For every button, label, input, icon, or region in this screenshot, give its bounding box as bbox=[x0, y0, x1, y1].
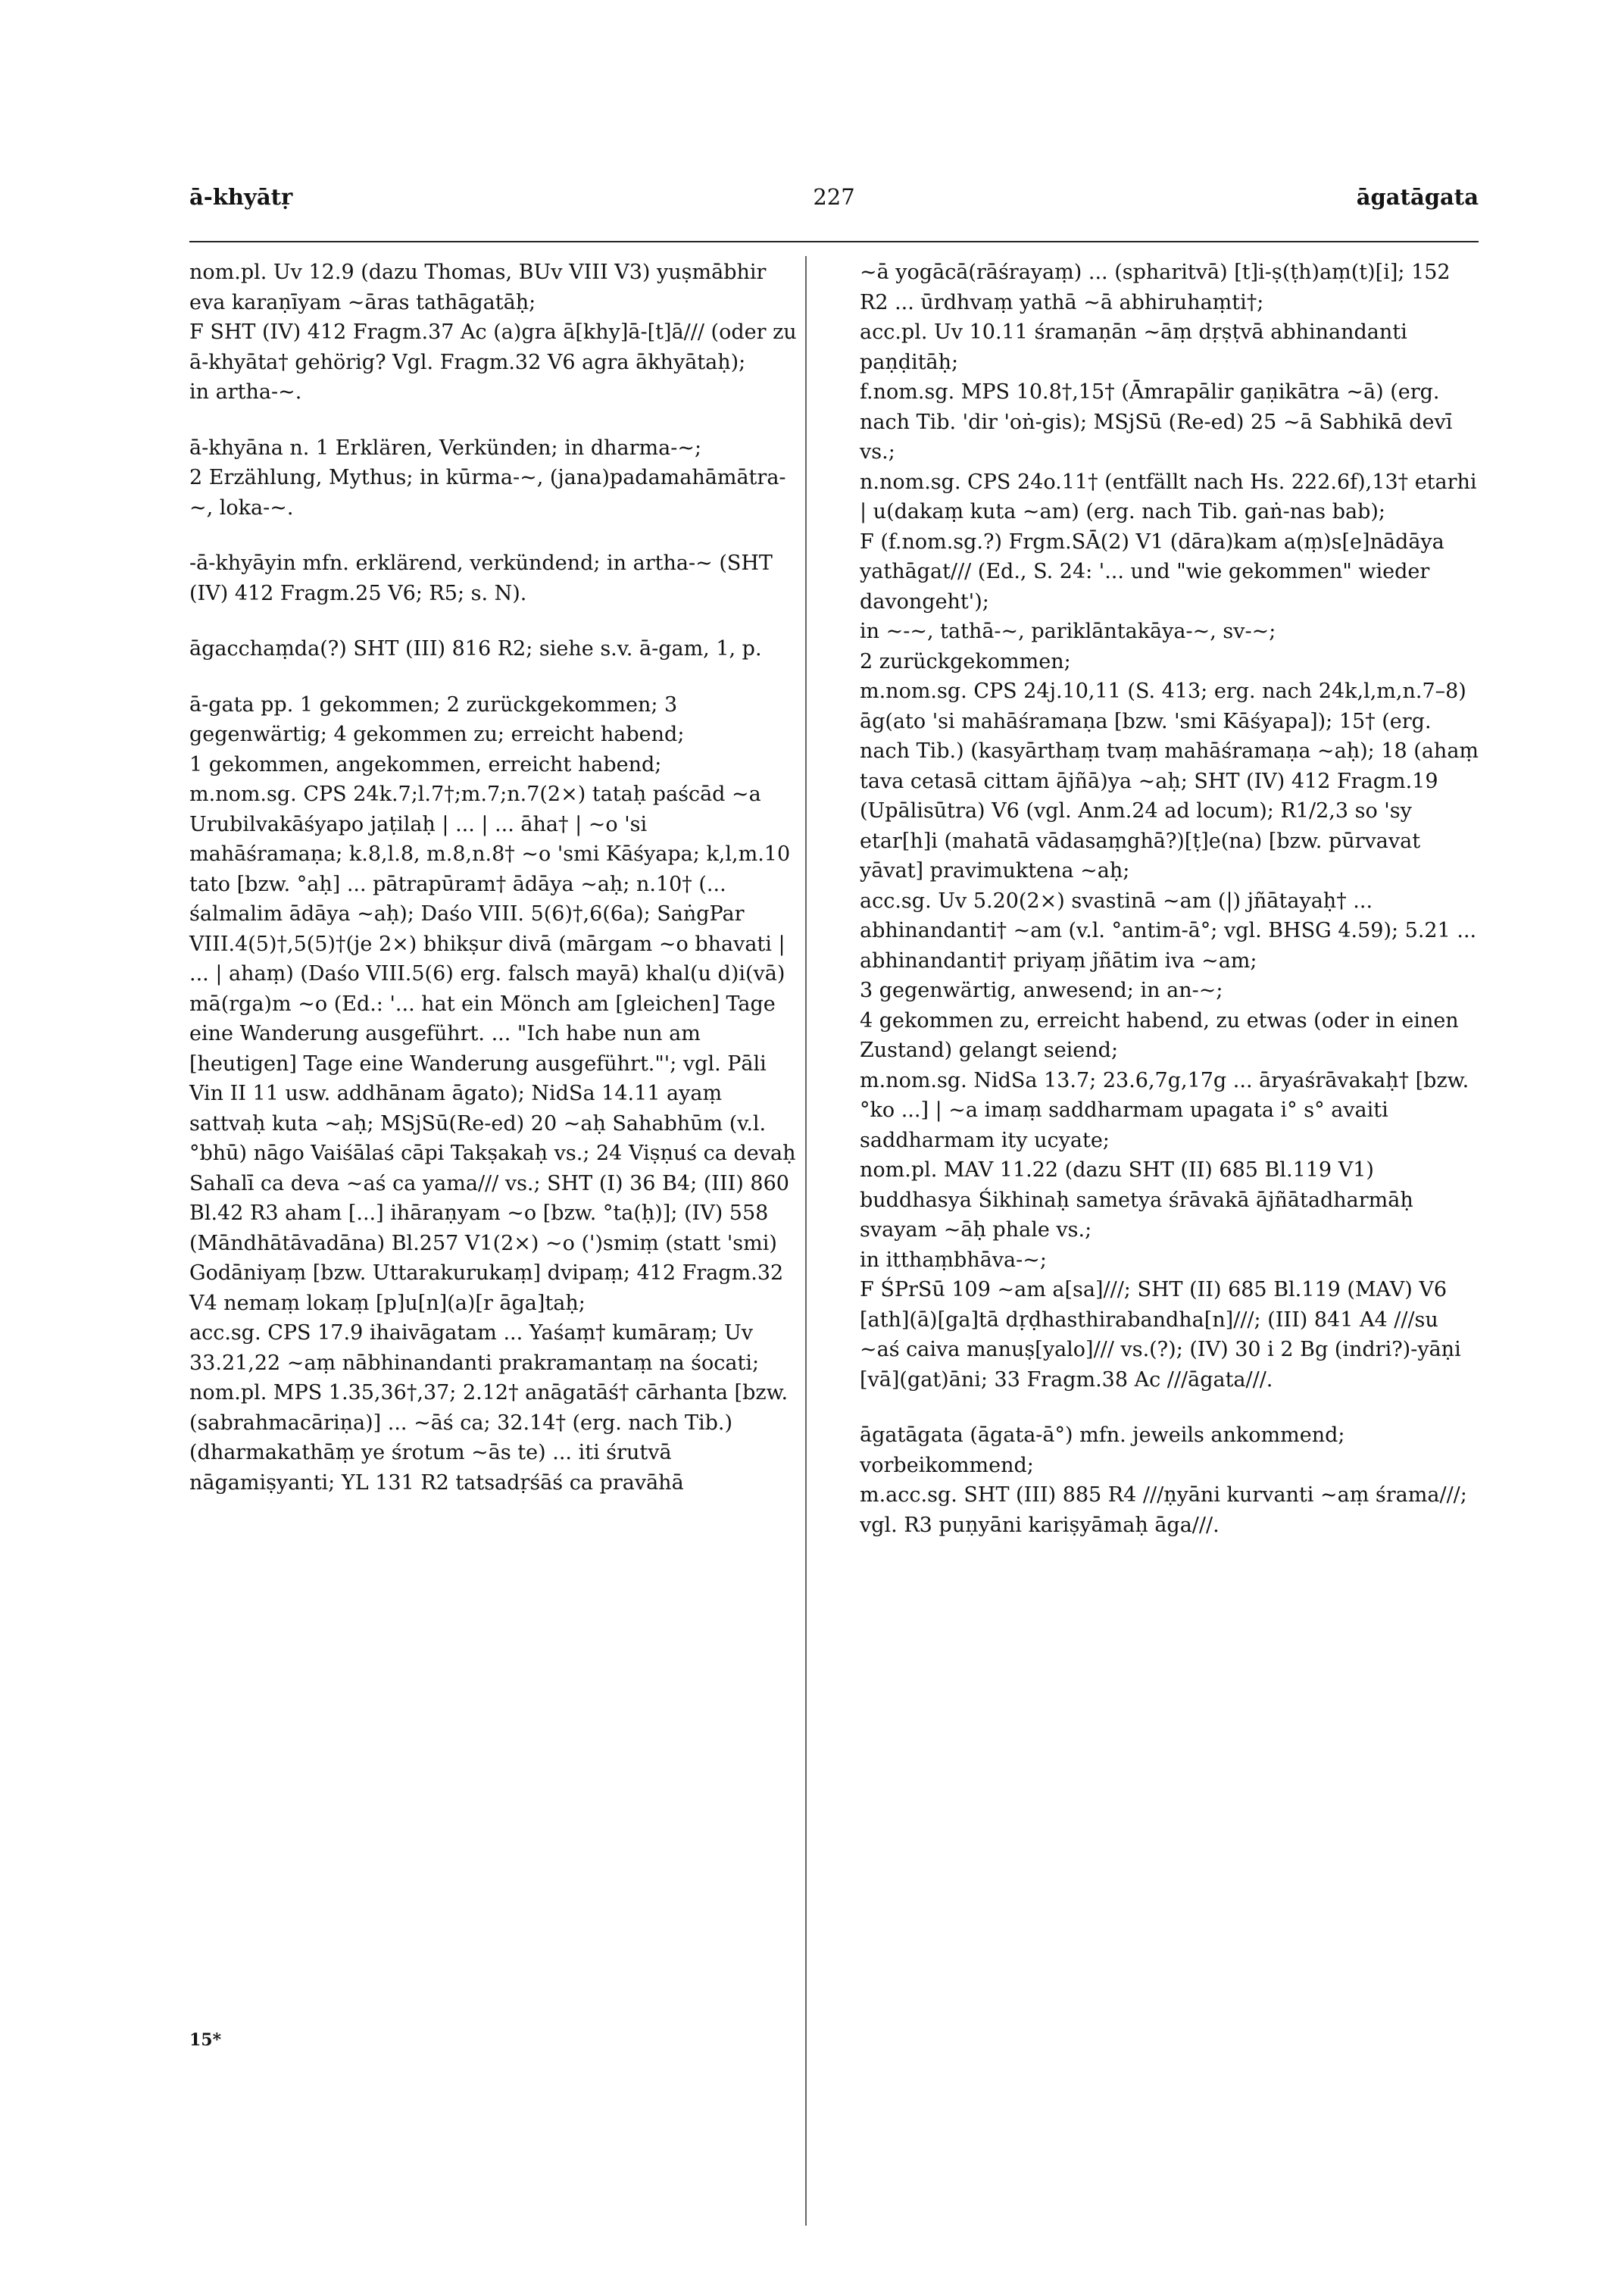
right-column bbox=[860, 258, 1481, 1540]
entry-gap bbox=[189, 523, 803, 548]
entry-paragraph: nom.pl. MPS 1.35,36†,37; 2.12† anāgatāś† cārhanta [bzw. (sabrahmacāriṇa)] ... ~āś ca; 32.14† (erg. nach Tib.) (dharmakathāṃ ye śrotum ~ās te) ... iti śrutvā nāgamiṣyanti; YL 131 R2 tatsadṛśāś ca pravāhā bbox=[189, 1381, 789, 1495]
entry-paragraph: n.nom.sg. CPS 24o.11† (entfällt nach Hs. 222.6f),13† etarhi | u(dakaṃ kuta ~am) (erg. nach Tib. gaṅ-nas bab); bbox=[860, 470, 1477, 523]
entry-paragraph: nom.pl. Uv 12.9 (dazu Thomas, BUv VIII V3) yuṣmābhir eva karaṇīyam ~āras tathāgatāḥ; bbox=[189, 261, 767, 314]
entry-paragraph: m.acc.sg. SHT (III) 885 R4 ///ṇyāni kurvanti ~aṃ śrama///; vgl. R3 puṇyāni kariṣyāmaḥ āga///. bbox=[860, 1483, 1467, 1537]
column-divider bbox=[805, 256, 807, 2226]
header-right-headword: āgatāgata bbox=[1356, 184, 1479, 210]
entry-gap bbox=[189, 664, 803, 690]
entry-paragraph: m.nom.sg. CPS 24k.7;l.7†;m.7;n.7(2×) tataḥ paścād ~a Urubilvakāśyapo jaṭilaḥ | ... | ... āha† | ~o 'si mahāśramaṇa; k.8,l.8, m.8,n.8† ~o 'smi Kāśyapa; k,l,m.10 tato [bzw. °aḥ] ... pātrapūram† ādāya ~aḥ; n.10† (... śalmalim ādāya ~aḥ); Daśo VIII. 5(6)†,6(6a); SaṅgPar VIII.4(5)†,5(5)†(je 2×) bhikṣur divā (mārgam ~o bhavati | ... | ahaṃ) (Daśo VIII.5(6) erg. falsch mayā) khal(u d)i(vā) mā(rga)m ~o (Ed.: '... hat ein Mönch am [gleichen] Tage eine Wanderung ausgeführt. ... "Ich habe nun am [heutigen] Tage eine Wanderung ausgeführt."'; vgl. Pāli Vin II 11 usw. addhānam āgato); NidSa 14.11 ayaṃ sattvaḥ kuta ~aḥ; MSjSū(Re-ed) 20 ~aḥ Sahabhūm (v.l. °bhū) nāgo Vaiśālaś cāpi Takṣakaḥ vs.; 24 Viṣṇuś ca devaḥ Sahalī ca deva ~aś ca yama/// vs.; SHT (I) 36 B4; (III) 860 Bl.42 R3 aham [...] ihāraṇyam ~o [bzw. °ta(ḥ)]; (IV) 558 (Māndhātāvadāna) Bl.257 V1(2×) ~o (')smiṃ (statt 'smi) Godāniyaṃ [bzw. Uttarakurukaṃ] dvipaṃ; 412 Fragm.32 V4 nemaṃ lokaṃ [p]u[n](a)[r āga]taḥ; bbox=[189, 783, 796, 1315]
entry-paragraph: nom.pl. MAV 11.22 (dazu SHT (II) 685 Bl.119 V1) buddhasya Śikhinaḥ sametya śrāvakā ājñātadharmāḥ svayam ~āḥ phale vs.; bbox=[860, 1158, 1413, 1242]
entry-paragraph: -ā-khyāyin mfn. erklärend, verkündend; in artha-~ (SHT (IV) 412 Fragm.25 V6; R5; s. N). bbox=[189, 551, 773, 605]
entry-gap bbox=[189, 408, 803, 433]
header-left-headword: ā-khyātṛ bbox=[189, 184, 293, 210]
entry-paragraph: ā-khyāna n. 1 Erklären, Verkünden; in dharma-~; bbox=[189, 436, 702, 460]
entry-paragraph: 4 gekommen zu, erreicht habend, zu etwas (oder in einen Zustand) gelangt seiend; bbox=[860, 1008, 1459, 1062]
entry-paragraph: F ŚPrSū 109 ~am a[sa]///; SHT (II) 685 Bl.119 (MAV) V6 [ath](ā)[ga]tā dṛḍhasthirabandha[n]///; (III) 841 A4 ///su ~aś caiva manuṣ[yalo]/// vs.(?); (IV) 30 i 2 Bg (indri?)-yāṇi [vā](gat)āni; 33 Fragm.38 Ac ///āgata///. bbox=[860, 1278, 1461, 1392]
entry-paragraph: in artha-~. bbox=[189, 380, 302, 404]
left-column bbox=[189, 258, 803, 1498]
entry-paragraph: āgatāgata (āgata-ā°) mfn. jeweils ankommend; vorbeikommend; bbox=[860, 1423, 1345, 1477]
entry-paragraph: in ~-~, tathā-~, pariklāntakāya-~, sv-~; bbox=[860, 620, 1276, 643]
entry-paragraph: āgacchaṃda(?) SHT (III) 816 R2; siehe s.v. ā-gam, 1, p. bbox=[189, 637, 762, 661]
entry-paragraph: f.nom.sg. MPS 10.8†,15† (Āmrapālir gaṇikātra ~ā) (erg. nach Tib. 'dir 'oṅ-gis); MSjSū (Re-ed) 25 ~ā Sabhikā devī vs.; bbox=[860, 380, 1453, 464]
entry-paragraph: 1 gekommen, angekommen, erreicht habend; bbox=[189, 752, 662, 776]
entry-paragraph: ā-gata pp. 1 gekommen; 2 zurückgekommen; 3 gegenwärtig; 4 gekommen zu; erreicht habend; bbox=[189, 692, 685, 746]
signature-mark: 15* bbox=[189, 2030, 222, 2050]
entry-paragraph: m.nom.sg. CPS 24j.10,11 (S. 413; erg. nach 24k,l,m,n.7–8) āg(ato 'si mahāśramaṇa [bzw. 'smi Kāśyapa]); 15† (erg. nach Tib.) (kasyārthaṃ tvaṃ mahāśramaṇa ~aḥ); 18 (ahaṃ tava cetasā cittam ājñā)ya ~aḥ; SHT (IV) 412 Fragm.19 (Upālisūtra) V6 (vgl. Anm.24 ad locum); R1/2,3 so 'sy etar[h]i (mahatā vādasaṃghā?)[ṭ]e(na) [bzw. pūrvavat yāvat] pravimuktena ~aḥ; bbox=[860, 680, 1479, 883]
entry-paragraph: 2 zurückgekommen; bbox=[860, 649, 1071, 673]
entry-paragraph: acc.pl. Uv 10.11 śramaṇān ~āṃ dṛṣṭvā abhinandanti paṇḍitāḥ; bbox=[860, 320, 1407, 374]
running-header bbox=[189, 186, 1479, 217]
entry-paragraph: acc.sg. CPS 17.9 ihaivāgatam ... Yaśaṃ† kumāraṃ; Uv 33.21,22 ~aṃ nābhinandanti prakramantaṃ na śocati; bbox=[189, 1321, 760, 1375]
page-number: 227 bbox=[813, 184, 855, 210]
entry-paragraph: 3 gegenwärtig, anwesend; in an-~; bbox=[860, 979, 1223, 1002]
entry-paragraph: F SHT (IV) 412 Fragm.37 Ac (a)gra ā[khy]ā-[t]ā/// (oder zu ā-khyāta† gehörig? Vgl. Fragm.32 V6 agra ākhyātaḥ); bbox=[189, 320, 797, 374]
entry-paragraph: F (f.nom.sg.?) Frgm.SĀ(2) V1 (dāra)kam a(ṃ)s[e]nādāya yathāgat/// (Ed., S. 24: '... und "wie gekommen" wieder davongeht'); bbox=[860, 530, 1444, 614]
entry-paragraph: m.nom.sg. NidSa 13.7; 23.6,7g,17g ... āryaśrāvakaḥ† [bzw. °ko ...] | ~a imaṃ saddharmam upagata i° s° avaiti saddharmam ity ucyate; bbox=[860, 1068, 1469, 1152]
entry-paragraph: ~ā yogācā(rāśrayaṃ) ... (spharitvā) [t]i-ṣ(ṭh)aṃ(t)[i]; 152 R2 ... ūrdhvaṃ yathā ~ā abhiruhaṃti†; bbox=[860, 261, 1451, 314]
entry-paragraph: in itthaṃbhāva-~; bbox=[860, 1248, 1047, 1272]
entry-paragraph: acc.sg. Uv 5.20(2×) svastinā ~am (|) jñātayaḥ† ... abhinandanti† ~am (v.l. °antim-ā°; vgl. BHSG 4.59); 5.21 ... abhinandanti† priyaṃ jñātim iva ~am; bbox=[860, 889, 1477, 973]
entry-gap bbox=[860, 1395, 1481, 1420]
entry-paragraph: 2 Erzählung, Mythus; in kūrma-~, (jana)padamahāmātra-~, loka-~. bbox=[189, 466, 786, 520]
entry-gap bbox=[189, 608, 803, 634]
header-rule bbox=[189, 241, 1479, 242]
